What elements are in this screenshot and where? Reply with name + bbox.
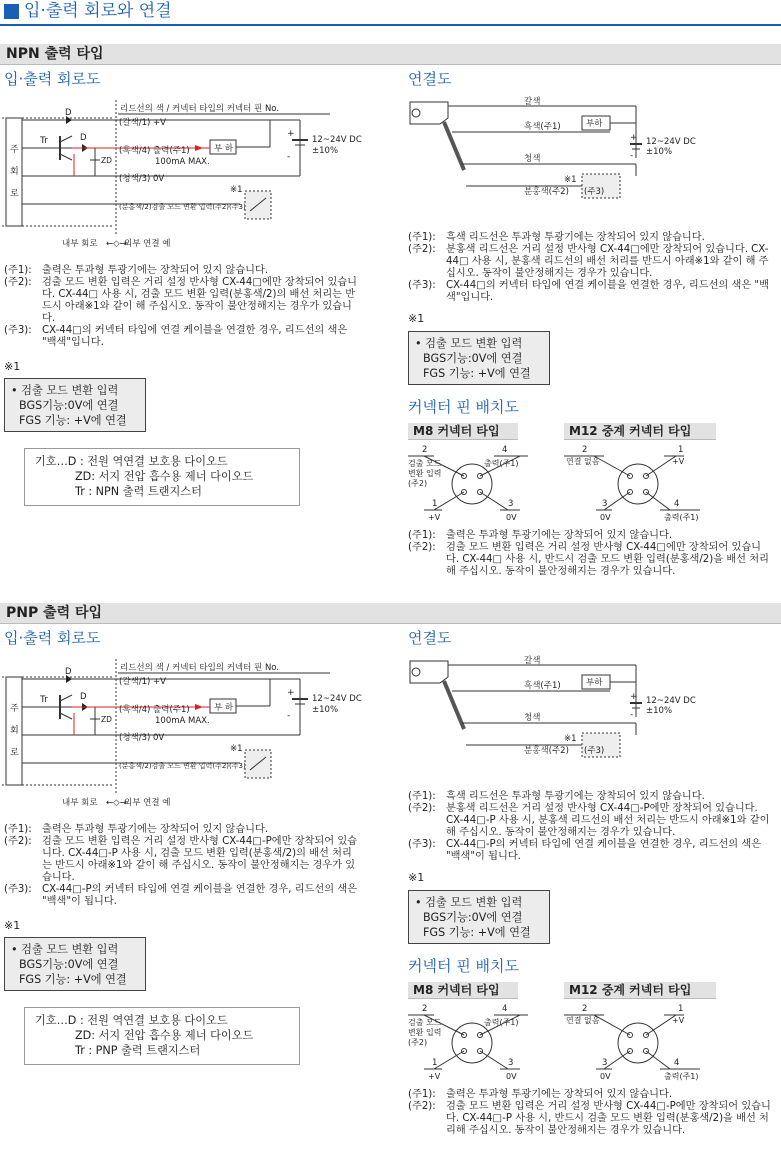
conn-black-label: 흑색(주1)	[524, 122, 561, 132]
text-mode_box-2: FGS 기능: +V에 연결	[19, 414, 127, 427]
text-m8-p3: 3	[508, 1058, 514, 1068]
note-text: CX-44□-P의 커넥터 타입에 연결 케이블을 연결한 경우, 리드선의 색은 "백색"이 됩니다.	[42, 884, 357, 907]
supply-voltage: 12~24V DC	[312, 135, 362, 145]
conn-blue-label: 청색	[524, 154, 541, 164]
conn-mark1-label: ※1	[564, 734, 577, 744]
outer-label: 외부 연결 예	[124, 798, 171, 808]
tr-label: Tr	[40, 695, 48, 705]
page-header	[0, 0, 781, 26]
text-mode_box-1: BGS기능:0V에 연결	[423, 911, 523, 924]
mark1-label: ※1	[230, 185, 243, 195]
text-m8-p2a: 검출 모드	[408, 459, 442, 468]
note-text: 출력은 투과형 투광기에는 장착되어 있지 않습니다.	[42, 824, 269, 835]
text-legend-2: Tr : PNP 출력 트랜지스터	[75, 1044, 201, 1057]
text-mode_box-1: BGS기능:0V에 연결	[19, 399, 119, 412]
text-mode_box-2: FGS 기능: +V에 연결	[423, 926, 531, 939]
text-mode_box-1: BGS기능:0V에 연결	[19, 958, 119, 971]
note-text: 검출 모드 변환 입력은 거리 설정 반사형 CX-44□에만 장착되어 있습니다. CX-44□ 사용 시, 검출 모드 변환 입력(분홍색/2)의 배선 처리는 반드시 아래※1와 같이 해 주십시오. 동작이 불안정해지는 경우가 있습니다.	[42, 277, 358, 324]
text-m8-p4a: 출력(주1)	[484, 1018, 519, 1027]
section-band	[0, 603, 781, 624]
note-text: 흑색 리드선은 투과형 투광기에는 장착되어 있지 않습니다.	[446, 232, 705, 243]
inner-label: 내부 회로	[62, 798, 98, 808]
text-m12-p2: 2	[582, 445, 588, 455]
note-row	[408, 232, 774, 244]
mark1-label: ※1	[230, 744, 243, 754]
note-key: (주3):	[408, 280, 436, 291]
conn-pink-label: 분홍색(주2)	[524, 746, 569, 756]
circuit-heading: 입·출력 회로도	[4, 629, 101, 647]
section-band	[0, 44, 781, 65]
note-key: (주3):	[408, 839, 436, 850]
text-mode_box-0: • 검출 모드 변환 입력	[11, 943, 119, 956]
conn-note3-label: (주3)	[584, 187, 605, 197]
d-label-1: D	[65, 108, 72, 118]
section-title: NPN 출력 타입	[6, 46, 104, 62]
note-row	[4, 824, 360, 836]
black-label: (흑색/4) 출력(주1)	[119, 705, 190, 715]
brown-label: (갈색/1) +V	[119, 677, 166, 687]
circuit-diagram	[0, 655, 400, 815]
conn-minus-sign: -	[630, 710, 634, 720]
note-key: (주1):	[408, 791, 436, 802]
note-text: 출력은 투과형 투광기에는 장착되어 있지 않습니다.	[446, 1089, 673, 1100]
note-key: (주2):	[408, 244, 436, 255]
blue-label: (청색/3) 0V	[119, 733, 165, 743]
text-m12-p2: 2	[582, 1004, 588, 1014]
note-key: (주3):	[4, 325, 32, 336]
text-m12-p1a: +V	[672, 457, 685, 466]
outer-label: 외부 연결 예	[124, 239, 171, 249]
supply-voltage: 12~24V DC	[312, 694, 362, 704]
connection-diagram	[404, 655, 764, 795]
ref-mark-left: ※1	[4, 919, 21, 932]
m8-pinout	[404, 1001, 554, 1085]
conn-minus-sign: -	[630, 151, 634, 161]
boundary-arrow: ←◇→	[106, 239, 127, 249]
connection-diagram	[404, 96, 764, 236]
text-m8-p2a: 검출 모드	[408, 1018, 442, 1027]
current-label: 100mA MAX.	[155, 157, 210, 167]
note-row	[4, 325, 360, 349]
text-m12-p4a: 출력(주1)	[664, 513, 699, 522]
text-m8-p4a: 출력(주1)	[484, 459, 519, 468]
conn-plus-sign: +	[630, 692, 638, 702]
d-label-1: D	[65, 667, 72, 677]
text-m12-p1: 1	[678, 445, 684, 455]
note-row	[408, 1101, 774, 1137]
d-label-2: D	[80, 133, 87, 143]
blue-label: (청색/3) 0V	[119, 174, 165, 184]
main-char-3: 로	[10, 748, 19, 758]
text-legend-0: 기호…D : 전원 역연결 보호용 다이오드	[35, 455, 228, 468]
circuit-notes	[4, 824, 360, 908]
note-key: (주2):	[408, 1101, 436, 1112]
m8-connector	[452, 1023, 492, 1063]
note-text: 검출 모드 변환 입력은 거리 설정 반사형 CX-44□에만 장착되어 있습니다. CX-44□ 사용 시, 반드시 검출 모드 변환 입력(분홍색/2)을 배선 처리해 주십시오. 동작이 불안정해지는 경우가 있습니다.	[446, 542, 769, 577]
note-row	[4, 277, 360, 325]
note-key: (주1):	[408, 232, 436, 243]
main-char-1: 주	[10, 704, 19, 714]
pin-heading: 커넥터 핀 배치도	[408, 398, 519, 416]
pin-heading: 커넥터 핀 배치도	[408, 957, 519, 975]
note-text: 검출 모드 변환 입력은 거리 설정 반사형 CX-44□-P에만 장착되어 있습니다. CX-44□-P 사용 시, 반드시 검출 모드 변환 입력(분홍색/2)을 배선 처리해 주십시오. 동작이 불안정해지는 경우가 있습니다.	[446, 1101, 771, 1136]
m12-connector	[618, 1023, 658, 1063]
d-label-2: D	[80, 692, 87, 702]
note-key: (주2):	[4, 277, 32, 288]
text-legend-1: ZD: 서지 전압 흡수용 제너 다이오드	[75, 470, 254, 483]
black-label: (흑색/4) 출력(주1)	[119, 146, 190, 156]
conn-supply-tolerance: ±10%	[646, 706, 673, 716]
zd-label: ZD	[101, 156, 112, 165]
current-label: 100mA MAX.	[155, 716, 210, 726]
m12-connector	[618, 464, 658, 504]
note-row	[408, 542, 774, 578]
note-text: 분홍색 리드선은 거리 설정 반사형 CX-44□-P에만 장착되어 있습니다. CX-44□-P 사용 시, 분홍색 리드선의 배선 처리는 반드시 아래※1와 같이 해 주십시오. 동작이 불안정해지는 경우가 있습니다.	[446, 803, 770, 838]
text-legend-0: 기호…D : 전원 역연결 보호용 다이오드	[35, 1014, 228, 1027]
pink-label: (분홍색/2)검출 모드 변환 입력(주2)(주3)	[119, 762, 246, 770]
circuit-notes	[4, 265, 360, 349]
sensor-body	[410, 661, 448, 683]
conn-brown-label: 갈색	[524, 97, 541, 107]
note-row	[408, 803, 774, 839]
text-legend-2: Tr : NPN 출력 트랜지스터	[75, 485, 202, 498]
mode-box-left	[4, 937, 146, 991]
text-m12-p4: 4	[674, 1058, 680, 1068]
m12-tag: M12 중계 커넥터 타입	[564, 423, 716, 440]
text-mode_box-0: • 검출 모드 변환 입력	[415, 896, 523, 909]
text-mode_box-2: FGS 기능: +V에 연결	[19, 973, 127, 986]
main-char-2: 회	[10, 167, 19, 177]
m8-connector	[452, 464, 492, 504]
conn-load-label: 부하	[586, 119, 603, 129]
inner-label: 내부 회로	[62, 239, 98, 249]
note-key: (주2):	[408, 803, 436, 814]
conn-note3-label: (주3)	[584, 746, 605, 756]
conn-supply-voltage: 12~24V DC	[646, 137, 696, 147]
connection-notes	[408, 232, 774, 304]
main-char-2: 회	[10, 726, 19, 736]
text-m12-p4a: 출력(주1)	[664, 1072, 699, 1081]
title-square-icon	[4, 4, 19, 19]
load-label: 부 하	[214, 144, 234, 154]
ref-mark-right: ※1	[408, 871, 425, 884]
mode-box-right	[408, 331, 550, 385]
note-key: (주1):	[4, 265, 32, 276]
note-row	[408, 280, 774, 304]
main-char-3: 로	[10, 189, 19, 199]
note-key: (주3):	[4, 884, 32, 895]
pin-notes	[408, 530, 774, 578]
sensor-body	[410, 102, 448, 124]
note-text: 출력은 투과형 투광기에는 장착되어 있지 않습니다.	[446, 530, 673, 541]
text-m12-p3: 3	[602, 499, 608, 509]
note-key: (주1):	[408, 530, 436, 541]
text-m8-p2b: 변환 입력	[408, 1028, 442, 1037]
lead-caption: 리드선의 색 / 커넥터 타입의 커넥터 핀 No.	[120, 663, 280, 673]
text-m12-p1: 1	[678, 1004, 684, 1014]
load-label: 부 하	[214, 703, 234, 713]
minus-sign: -	[287, 711, 291, 721]
conn-load-label: 부하	[586, 678, 603, 688]
note-key: (주2):	[4, 836, 32, 847]
conn-supply-voltage: 12~24V DC	[646, 696, 696, 706]
note-key: (주1):	[408, 1089, 436, 1100]
ref-mark-right: ※1	[408, 312, 425, 325]
note-text: 흑색 리드선은 투과형 투광기에는 장착되어 있지 않습니다.	[446, 791, 705, 802]
text-m12-p1a: +V	[672, 1016, 685, 1025]
page-title: 입·출력 회로와 연결	[24, 1, 172, 21]
note-row	[408, 791, 774, 803]
text-m8-p4: 4	[502, 445, 508, 455]
note-text: CX-44□의 커넥터 타입에 연결 케이블을 연결한 경우, 리드선의 색은 "백색"입니다.	[446, 280, 769, 303]
plus-sign: +	[287, 688, 295, 698]
text-legend-1: ZD: 서지 전압 흡수용 제너 다이오드	[75, 1029, 254, 1042]
text-m8-p1a: +V	[428, 1072, 441, 1081]
note-row	[4, 836, 360, 884]
conn-supply-tolerance: ±10%	[646, 147, 673, 157]
section-title: PNP 출력 타입	[6, 605, 103, 621]
legend-box	[24, 1007, 300, 1065]
text-m8-p1a: +V	[428, 513, 441, 522]
text-mode_box-1: BGS기능:0V에 연결	[423, 352, 523, 365]
text-m12-p2a: 연결 없음	[566, 457, 600, 466]
text-m8-p1: 1	[432, 1058, 438, 1068]
supply-tolerance: ±10%	[312, 705, 339, 715]
note-text: CX-44□의 커넥터 타입에 연결 케이블을 연결한 경우, 리드선의 색은 "백색"입니다.	[42, 325, 348, 348]
text-m12-p3a: 0V	[600, 513, 611, 522]
main-char-1: 주	[10, 145, 19, 155]
lead-caption: 리드선의 색 / 커넥터 타입의 커넥터 핀 No.	[120, 104, 280, 114]
legend-box	[24, 448, 300, 506]
conn-blue-label: 청색	[524, 713, 541, 723]
npn-section	[0, 44, 781, 604]
text-m8-p3a: 0V	[506, 1072, 517, 1081]
text-m8-p1: 1	[432, 499, 438, 509]
connection-heading: 연결도	[408, 629, 452, 647]
note-key: (주2):	[408, 542, 436, 553]
note-row	[4, 265, 360, 277]
note-text: 검출 모드 변환 입력은 거리 설정 반사형 CX-44□-P에만 장착되어 있습니다. CX-44□-P 사용 시, 검출 모드 변환 입력(분홍색/2)의 배선 처리는 반드시 아래※1와 같이 해 주십시오. 동작이 불안정해지는 경우가 있습니다.	[42, 836, 357, 883]
text-m8-p4: 4	[502, 1004, 508, 1014]
m8-pinout	[404, 442, 554, 526]
note-row	[408, 530, 774, 542]
note-row	[4, 884, 360, 908]
supply-tolerance: ±10%	[312, 146, 339, 156]
mode-box-right	[408, 890, 550, 944]
text-mode_box-2: FGS 기능: +V에 연결	[423, 367, 531, 380]
note-key: (주1):	[4, 824, 32, 835]
note-text: 출력은 투과형 투광기에는 장착되어 있지 않습니다.	[42, 265, 269, 276]
note-row	[408, 244, 774, 280]
conn-brown-label: 갈색	[524, 656, 541, 666]
pink-label: (분홍색/2)검출 모드 변환 입력(주2)(주3)	[119, 203, 246, 211]
text-m12-p2a: 연결 없음	[566, 1016, 600, 1025]
note-text: CX-44□-P의 커넥터 타입에 연결 케이블을 연결한 경우, 리드선의 색은 "백색"이 됩니다.	[446, 839, 761, 862]
connection-notes	[408, 791, 774, 863]
conn-black-label: 흑색(주1)	[524, 681, 561, 691]
minus-sign: -	[287, 152, 291, 162]
text-m12-p3a: 0V	[600, 1072, 611, 1081]
tr-label: Tr	[40, 136, 48, 146]
text-m12-p3: 3	[602, 1058, 608, 1068]
plus-sign: +	[287, 129, 295, 139]
text-m12-p4: 4	[674, 499, 680, 509]
zd-label: ZD	[101, 715, 112, 724]
text-m8-p2c: (주2)	[408, 1038, 428, 1047]
text-m8-p2c: (주2)	[408, 479, 428, 488]
conn-pink-label: 분홍색(주2)	[524, 187, 569, 197]
text-m8-p3: 3	[508, 499, 514, 509]
conn-mark1-label: ※1	[564, 175, 577, 185]
pin-notes	[408, 1089, 774, 1137]
m8-tag: M8 커넥터 타입	[408, 982, 518, 999]
circuit-heading: 입·출력 회로도	[4, 70, 101, 88]
circuit-diagram	[0, 96, 400, 256]
text-m8-p2: 2	[422, 1004, 428, 1014]
text-m8-p2b: 변환 입력	[408, 469, 442, 478]
text-mode_box-0: • 검출 모드 변환 입력	[415, 337, 523, 350]
m8-tag: M8 커넥터 타입	[408, 423, 518, 440]
note-row	[408, 1089, 774, 1101]
m12-pinout	[560, 1001, 720, 1085]
connection-heading: 연결도	[408, 70, 452, 88]
conn-plus-sign: +	[630, 133, 638, 143]
text-m8-p2: 2	[422, 445, 428, 455]
m12-tag: M12 중계 커넥터 타입	[564, 982, 716, 999]
note-text: 분홍색 리드선은 거리 설정 반사형 CX-44□에만 장착되어 있습니다. CX-44□ 사용 시, 분홍색 리드선의 배선 처리를 반드시 아래※1와 같이 해 주십시오. 동작이 불안정해지는 경우가 있습니다.	[446, 244, 769, 279]
brown-label: (갈색/1) +V	[119, 118, 166, 128]
m12-pinout	[560, 442, 720, 526]
title-rule	[0, 24, 781, 26]
note-row	[408, 839, 774, 863]
text-mode_box-0: • 검출 모드 변환 입력	[11, 384, 119, 397]
ref-mark-left: ※1	[4, 360, 21, 373]
text-m8-p3a: 0V	[506, 513, 517, 522]
pnp-section	[0, 603, 781, 1150]
mode-box-left	[4, 378, 146, 432]
boundary-arrow: ←◇→	[106, 798, 127, 808]
